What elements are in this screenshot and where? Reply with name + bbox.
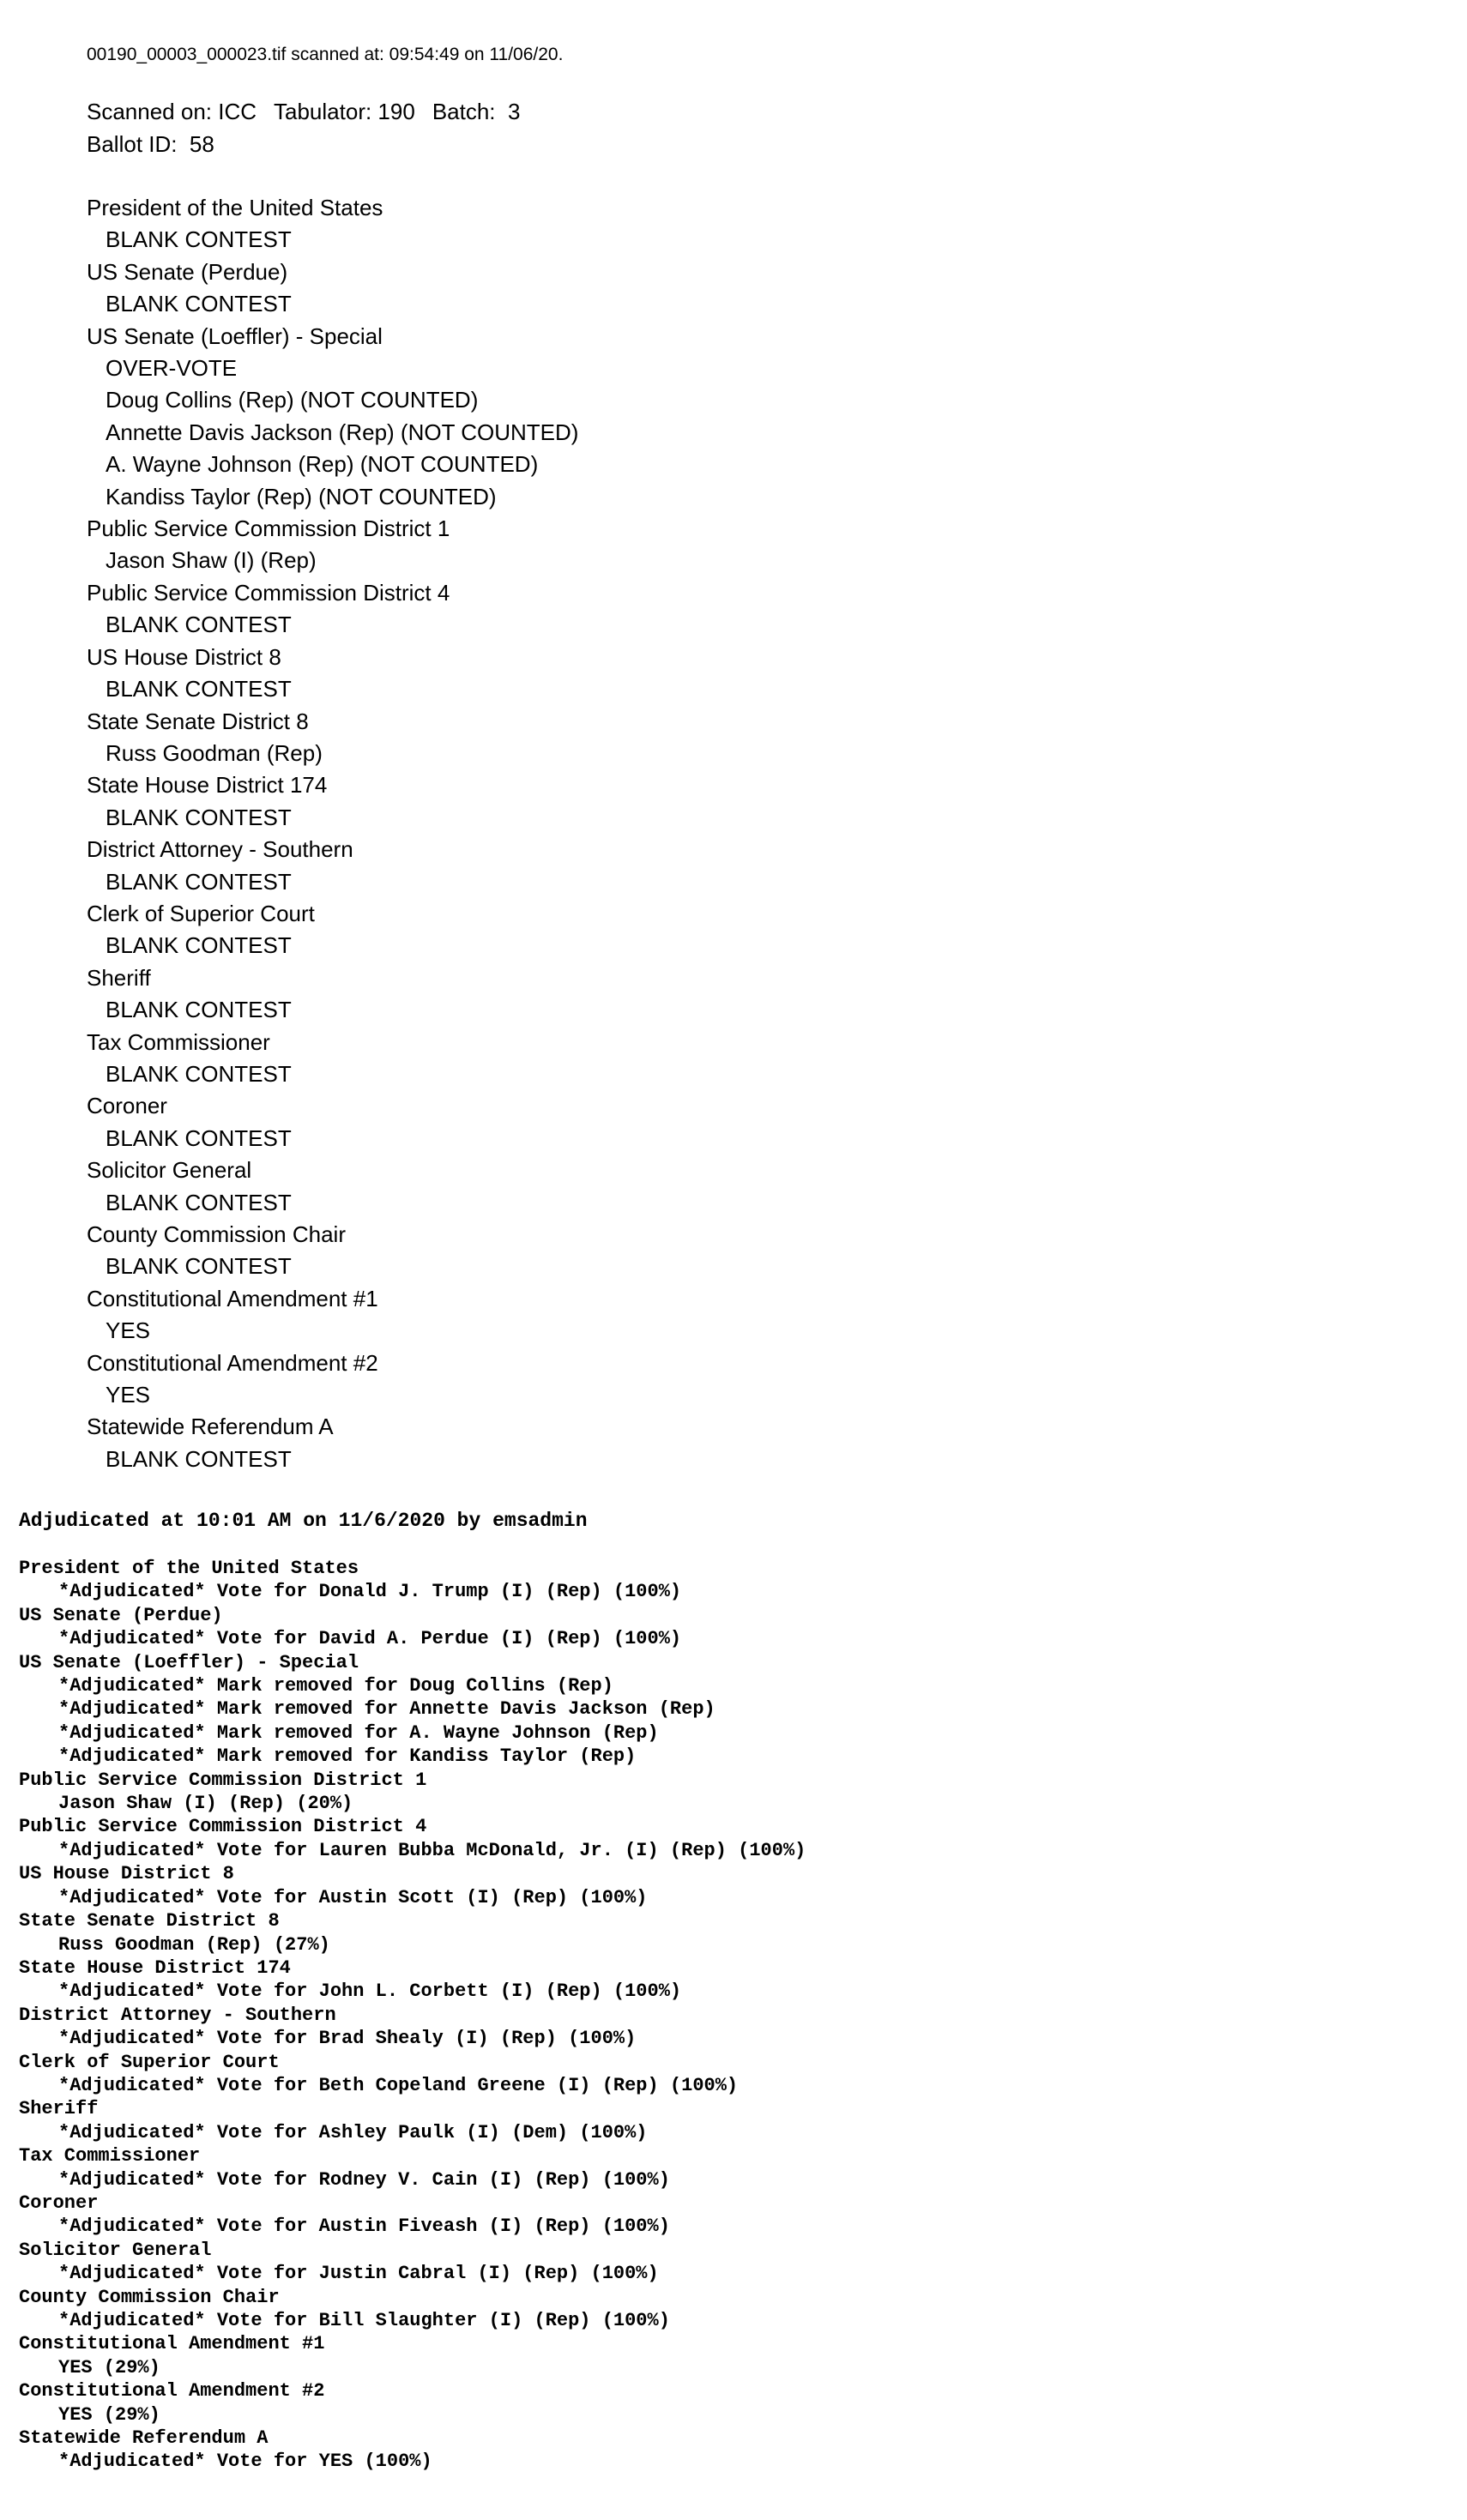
adjudication-block bbox=[19, 1862, 806, 1909]
adjudication-header: Adjudicated at 10:01 AM on 11/6/2020 by emsadmin bbox=[19, 1510, 588, 1532]
contest-selection: BLANK CONTEST bbox=[106, 612, 292, 638]
contest-list bbox=[87, 192, 578, 1475]
contest-block bbox=[87, 769, 578, 834]
contest-block bbox=[87, 1347, 578, 1412]
adjudication-block bbox=[19, 2051, 806, 2098]
contest-title: Sheriff bbox=[87, 964, 151, 991]
contest-title: Tax Commissioner bbox=[87, 1028, 270, 1055]
contest-title: US Senate (Loeffler) - Special bbox=[87, 323, 383, 349]
contest-block bbox=[87, 898, 578, 962]
tabulator: Tabulator: 190 bbox=[274, 99, 415, 124]
contest-title: State Senate District 8 bbox=[87, 708, 309, 734]
contest-selection: YES bbox=[106, 1382, 151, 1408]
adjudication-line: *Adjudicated* Mark removed for A. Wayne Johnson (Rep) bbox=[58, 1721, 659, 1744]
contest-block bbox=[87, 962, 578, 1027]
adjudication-line: *Adjudicated* Vote for Rodney V. Cain (I) (Rep) (100%) bbox=[58, 2168, 670, 2191]
adjudication-block bbox=[19, 2004, 806, 2051]
adjudication-contest-title: Sheriff bbox=[19, 2098, 99, 2120]
contest-selection: Jason Shaw (I) (Rep) bbox=[106, 547, 317, 574]
adjudication-line: *Adjudicated* Mark removed for Doug Collins (Rep) bbox=[58, 1675, 613, 1697]
adjudication-line: *Adjudicated* Vote for Beth Copeland Greene (I) (Rep) (100%) bbox=[58, 2074, 739, 2096]
ballot-meta bbox=[87, 96, 537, 160]
adjudication-line: Jason Shaw (I) (Rep) (20%) bbox=[58, 1793, 353, 1815]
adjudication-block bbox=[19, 2379, 806, 2427]
contest-block bbox=[87, 642, 578, 706]
batch: Batch: 3 bbox=[432, 99, 521, 124]
contest-block bbox=[87, 1154, 578, 1219]
adjudication-block bbox=[19, 2191, 806, 2239]
contest-block bbox=[87, 1027, 578, 1091]
contest-title: District Attorney - Southern bbox=[87, 836, 353, 863]
contest-block bbox=[87, 321, 578, 513]
contest-selection: BLANK CONTEST bbox=[106, 676, 292, 702]
ballot-id: Ballot ID: 58 bbox=[87, 130, 214, 157]
adjudication-line: *Adjudicated* Vote for Ashley Paulk (I) (Dem) (100%) bbox=[58, 2121, 648, 2143]
contest-block bbox=[87, 706, 578, 770]
scan-header: 00190_00003_000023.tif scanned at: 09:54:49 on 11/06/20. bbox=[87, 45, 564, 64]
adjudication-line: *Adjudicated* Vote for Austin Scott (I) (Rep) (100%) bbox=[58, 1886, 648, 1908]
adjudication-line: *Adjudicated* Vote for John L. Corbett (I) (Rep) (100%) bbox=[58, 1980, 682, 2003]
adjudication-block bbox=[19, 2239, 806, 2286]
contest-block bbox=[87, 834, 578, 898]
contest-selection: BLANK CONTEST bbox=[106, 868, 292, 895]
adjudication-block bbox=[19, 2427, 806, 2474]
adjudication-line: *Adjudicated* Mark removed for Kandiss Taylor (Rep) bbox=[58, 1745, 637, 1768]
scan-info-row bbox=[87, 96, 537, 129]
adjudication-block bbox=[19, 1651, 806, 1769]
contest-selection: YES bbox=[106, 1317, 151, 1344]
adjudication-block bbox=[19, 1815, 806, 1862]
adjudication-contest-title: County Commission Chair bbox=[19, 2286, 280, 2308]
contest-block bbox=[87, 513, 578, 577]
contest-title: Constitutional Amendment #1 bbox=[87, 1285, 378, 1311]
adjudication-contest-title: Constitutional Amendment #1 bbox=[19, 2333, 325, 2355]
adjudication-block bbox=[19, 2144, 806, 2191]
adjudication-block bbox=[19, 1557, 806, 1604]
adjudication-contest-title: District Attorney - Southern bbox=[19, 2004, 336, 2026]
adjudication-contest-title: State Senate District 8 bbox=[19, 1910, 280, 1932]
contest-title: Public Service Commission District 4 bbox=[87, 579, 450, 606]
adjudication-line: *Adjudicated* Mark removed for Annette Davis Jackson (Rep) bbox=[58, 1698, 715, 1721]
contest-selection: BLANK CONTEST bbox=[106, 804, 292, 830]
adjudication-contest-title: State House District 174 bbox=[19, 1956, 291, 1979]
contest-title: US Senate (Perdue) bbox=[87, 258, 288, 285]
contest-title: US House District 8 bbox=[87, 643, 281, 670]
contest-title: Public Service Commission District 1 bbox=[87, 515, 450, 542]
contest-block bbox=[87, 1411, 578, 1475]
adjudication-block bbox=[19, 2286, 806, 2333]
adjudication-contest-title: Public Service Commission District 4 bbox=[19, 1816, 427, 1838]
contest-block bbox=[87, 256, 578, 321]
contest-title: Statewide Referendum A bbox=[87, 1414, 334, 1440]
contest-selection: Doug Collins (Rep) (NOT COUNTED) bbox=[106, 387, 479, 413]
contest-selection: Russ Goodman (Rep) bbox=[106, 739, 323, 766]
adjudication-line: YES (29%) bbox=[58, 2356, 160, 2378]
adjudication-line: *Adjudicated* Vote for Lauren Bubba McDonald, Jr. (I) (Rep) (100%) bbox=[58, 1839, 806, 1861]
adjudication-line: *Adjudicated* Vote for Austin Fiveash (I) (Rep) (100%) bbox=[58, 2216, 670, 2238]
adjudication-line: *Adjudicated* Vote for Brad Shealy (I) (Rep) (100%) bbox=[58, 2028, 637, 2050]
contest-selection: BLANK CONTEST bbox=[106, 291, 292, 317]
contest-selection: BLANK CONTEST bbox=[106, 1445, 292, 1472]
contest-selection: BLANK CONTEST bbox=[106, 1189, 292, 1215]
contest-block bbox=[87, 192, 578, 256]
adjudication-line: *Adjudicated* Vote for YES (100%) bbox=[58, 2451, 432, 2473]
adjudication-list bbox=[19, 1557, 806, 2474]
adjudication-contest-title: Public Service Commission District 1 bbox=[19, 1769, 427, 1791]
contest-selection: OVER-VOTE bbox=[106, 355, 238, 382]
contest-title: Solicitor General bbox=[87, 1157, 252, 1184]
contest-selection: Kandiss Taylor (Rep) (NOT COUNTED) bbox=[106, 483, 497, 509]
adjudication-contest-title: US Senate (Loeffler) - Special bbox=[19, 1651, 359, 1673]
adjudication-block bbox=[19, 1956, 806, 2004]
contest-block bbox=[87, 1090, 578, 1154]
adjudication-line: *Adjudicated* Vote for David A. Perdue (I) (Rep) (100%) bbox=[58, 1628, 682, 1650]
contest-selection: BLANK CONTEST bbox=[106, 997, 292, 1023]
adjudication-contest-title: Coroner bbox=[19, 2191, 99, 2214]
adjudication-contest-title: Tax Commissioner bbox=[19, 2145, 201, 2167]
contest-selection: BLANK CONTEST bbox=[106, 932, 292, 959]
adjudication-block bbox=[19, 1604, 806, 1651]
contest-title: State House District 174 bbox=[87, 772, 328, 799]
contest-title: County Commission Chair bbox=[87, 1221, 346, 1247]
contest-title: Clerk of Superior Court bbox=[87, 900, 315, 926]
contest-block bbox=[87, 1283, 578, 1347]
contest-selection: BLANK CONTEST bbox=[106, 226, 292, 253]
adjudication-contest-title: Solicitor General bbox=[19, 2239, 212, 2261]
adjudication-line: YES (29%) bbox=[58, 2403, 160, 2426]
adjudication-contest-title: President of the United States bbox=[19, 1558, 359, 1579]
contest-selection: A. Wayne Johnson (Rep) (NOT COUNTED) bbox=[106, 451, 539, 478]
adjudication-contest-title: Constitutional Amendment #2 bbox=[19, 2380, 325, 2402]
contest-selection: BLANK CONTEST bbox=[106, 1060, 292, 1087]
adjudication-contest-title: US Senate (Perdue) bbox=[19, 1604, 223, 1626]
adjudication-line: *Adjudicated* Vote for Justin Cabral (I) (Rep) (100%) bbox=[58, 2263, 659, 2285]
contest-block bbox=[87, 577, 578, 642]
contest-block bbox=[87, 1219, 578, 1283]
adjudication-line: Russ Goodman (Rep) (27%) bbox=[58, 1933, 330, 1956]
adjudication-block bbox=[19, 1909, 806, 1956]
contest-title: Constitutional Amendment #2 bbox=[87, 1349, 378, 1376]
adjudication-block bbox=[19, 1769, 806, 1816]
adjudication-block bbox=[19, 2332, 806, 2379]
scanned-on: Scanned on: ICC bbox=[87, 99, 257, 124]
adjudication-contest-title: Clerk of Superior Court bbox=[19, 2051, 280, 2073]
contest-selection: BLANK CONTEST bbox=[106, 1253, 292, 1280]
contest-selection: BLANK CONTEST bbox=[106, 1124, 292, 1151]
adjudication-line: *Adjudicated* Vote for Donald J. Trump (I) (Rep) (100%) bbox=[58, 1581, 682, 1603]
adjudication-line: *Adjudicated* Vote for Bill Slaughter (I) (Rep) (100%) bbox=[58, 2310, 670, 2331]
contest-selection: Annette Davis Jackson (Rep) (NOT COUNTED) bbox=[106, 419, 579, 445]
adjudication-block bbox=[19, 2097, 806, 2144]
contest-title: Coroner bbox=[87, 1093, 167, 1119]
adjudication-contest-title: Statewide Referendum A bbox=[19, 2427, 269, 2450]
contest-title: President of the United States bbox=[87, 195, 383, 220]
adjudication-contest-title: US House District 8 bbox=[19, 1863, 234, 1885]
